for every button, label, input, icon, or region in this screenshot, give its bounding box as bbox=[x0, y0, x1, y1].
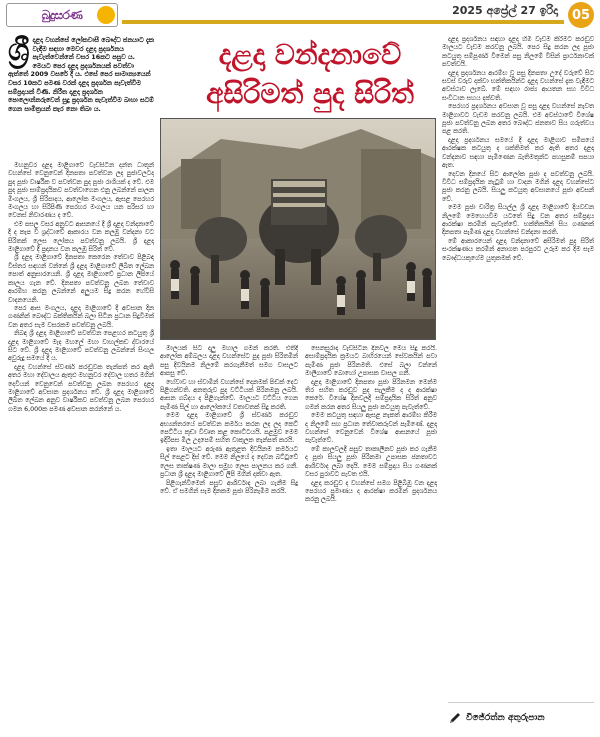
paragraph: එම පසල වසර අනුවට ආසනයේ දී ශ්‍රී දළදා වන්දනාවේ දී ද කැප වී ශ්‍රද්ධාවේ ආකාරය වන කලඹු වන්දනා වට සිරිතක් ලෙස ලෝකය පවත්වනු ලබයි. ශ්‍රී දළදා මාළිගාවේ දී ප්‍රදානය වන කලඹු සිරිත් වේ. bbox=[8, 220, 154, 254]
article-column-2 bbox=[160, 345, 298, 732]
article-headline bbox=[160, 36, 460, 114]
paragraph: පිළිගැන්වීමෙන් පසුව ආශිර්වාද ලබා ගැනීම සිදු වේ. ඒ සමගින් සැම දිනකම පූජා පිරිනැමීම කරයි. bbox=[160, 479, 298, 495]
paragraph: පෙරහර ප්‍රදර්ශනය අවසාන වූ පසු දළදා වහන්සේ නැවත මාළිගාවට වැඩම කරවනු ලබයි. එම අවස්ථාවේ විශේෂ පූජා පවත්වනු ලබන අතර බෞද්ධ ජනතාව සිය ගරුත්වය පළ කරති. bbox=[442, 103, 594, 136]
paragraph: පෙර ආස මංගලය, දළදා මාළිගාවේ දී අවසාන දින ගණනින් බෞද්ධ බක්තිකයින් බලා සිටින ප්‍රධාන සිදුවීමක් වන අතර සැම වසරකම පවත්වනු ලබයි. bbox=[8, 304, 154, 329]
paragraph: දළදා ප්‍රදර්ශනය ආරම්භ වූ පසු දිනපතා උදේ වරුවේ සිට සවස් වරුව දක්වා භක්තිකයින්ට දළදා වහන්සේ දැක වැඳීමට අවස්ථාව ලැබේ. මේ සඳහා රාජ්‍ය ආයතන සහ විවිධ සංවිධාන සහය දක්වති. bbox=[442, 69, 594, 102]
paragraph: මෙම පූජා චාරිත්‍ර සියල්ල ශ්‍රී දළදා මාළිගාවේ දියවඩන නිලමේ මෙහෙයවීම යටතේ සිදු වන අතර සම්ප්‍රදාය ආරක්ෂා කරමින් පැවැත්වේ. භක්තිකයින් සිය ගණනක් දිනපතා පැමිණ දළදා වහන්සේ වන්දනා කරති. bbox=[442, 204, 594, 237]
author-byline bbox=[448, 702, 594, 732]
paragraph: ඉතා මාලයට අරුණ ඇතුළත දිවයිනම කර්මයට සිල් පෙළට දිස් වේ. මෙම නිලයේ ද දෙවන බට්ටුවේ ලෙස තාක්ෂණ මාලා සමුහ ලෙස පාලනය කර ගනී. ප්‍රධාන ශ්‍රී දළදා මාළිගාවේ ලිපි මගින් දක්වා ඇත. bbox=[160, 445, 298, 479]
paragraph: දළදා ප්‍රදර්ශනය සඳහා දළදා හිමි වැඩම කිරීමට කරඬුව මාලයට වැඩම කරවනු ලබයි. පෙර සිදු කරන ලද පූජා කටයුතු සම්පූර්ණ වීමෙන් පසු නිලමේ විසින් ප්‍රාර්ථනාවක් පවත්වයි. bbox=[442, 36, 594, 69]
paragraph: මෙම දළදා මාළිගාවේ ශ්‍රී ස්වර්ණ කරඬුව අභ්‍යන්තරයේ පවත්වන කර්මය කරන ලද ලද කෙට් පෙට්ටිය කුඩා විවෘත කළ කොට්ටයයි. පළමුව මෙම ඉදිරිපස මිල උදාපෙම් සහිත වාකුලක තැන්පත් කරයි. bbox=[160, 412, 298, 445]
paragraph: ශ්‍රී දළදා මාළිගාවේ දිනපතා කෙරෙන තේවාව පිළිබඳ විස්තර සඳහන් වන්නේ ශ්‍රී දළදා මාළිගාවේ ලිඛිත ලේඛන පොත් අනුසාරයෙනි. ශ්‍රී දළදා මාළිගාවේ ප්‍රධාන ලිපියේ කාලය ගැන වේ. දිනපතා පවත්වනු ලබන තේවාව ආරම්භ කරනු ලබන්නේ අලුයම සිදු කරන හේවිසි වාදනයෙනි. bbox=[8, 254, 154, 304]
masthead-logo bbox=[6, 3, 118, 27]
procession-photo bbox=[160, 118, 436, 340]
intro-text: දළදා වහන්සේ ලෝකවාසී බෞද්ධ ජනයාට දැක වැඳීම සඳහා මෙවර දළදා ප්‍රදර්ශනය පැවැත්වෙන්නේ වසර 16කට පසුව ය. මෙයට පෙර දළදා ප්‍රදර්ශනයක් පවත්වා ඇත්තේ 2009 වසරේ දී ය. එසේ පෙර සාමාන්‍යයෙන් වසර 10කට පමණ වරක් දළදා ප්‍රදර්ශන පැවැත්වීම සම්ප්‍රදායක් විණි. නිරීත දළදා ප්‍රදර්ශන පොලොන්නරුවෙන් සුදු ප්‍රදර්ශන පැවැත්වීම බාහා සටම් ගෙන සාමිත්‍රයන් කැර නො තිබා ය. bbox=[8, 36, 154, 113]
paragraph: මාලයක් සිට දලු මහාල ගමන් කරති. එතිදී ආලෝක අම්බලය දළදා වහන්සේට පුද පූජා සිරිතමින් පසු දිවයිනම නිලමේ කරගැනීමත් සමග වාසලට ආපසු වේ. bbox=[160, 345, 298, 378]
author-name: විජේරත්න අතුරුපාන bbox=[466, 712, 545, 723]
paragraph: දළදා මාළිගාවේ දිනපතා පූජා පිරිනමන මෙන්ම තිර සහිත කරඬුව පුද සැලකීම ද ද ආරක්ෂා කෙරේ. විශේෂ දිනවලදී සම්ප්‍රදායික සිරිත් අනුව ගමන් කරන අතර සියලු පූජා කටයුතු පැවැත්වේ. bbox=[305, 378, 437, 411]
paragraph: මේ ආකාරයෙන් දළදා වන්දනාවේ අසිරිමත් පුද සිරිත් සංරක්ෂණය කරමින් අනාගත පරපුරට උරුම කර දීම සැම බෞද්ධයකුගේම යුතුකමක් වේ. bbox=[442, 237, 594, 262]
paragraph: සෙනසුරාදා වැඩසිටින දිනවල මෙය සිදු කරයි. අසාම්ප්‍රදායික ක්‍රමයට බාහිරයෙන් සේවකයින් පවා පැමිණ පූජා පිරිනමති. එසේ බලා වන්නේ මාලිගාවේ බොහෝ උපාසක වාසල ගනී. bbox=[305, 345, 437, 378]
paragraph: මෙම කටයුතු සඳහා ඇසළ නැකත් ආරම්භ කිරීම ද නිලමේ සහ ප්‍රධාන තේවාකරුවන් පැමිණේ. දළදා වහන්සේ වෙනුවෙන් විශේෂ ආසනයේ පූජා පැවැත්වේ. bbox=[305, 412, 437, 445]
headline-line-1: දළදා වන්දනාවේ bbox=[218, 38, 402, 71]
paragraph: මහනුවර දළදා මාළිගාවේ වැඩසිටින දන්ත ධාතූන් වහන්සේ වෙනුවෙන් දිනපතා පවත්වන ලද පුජාවලටද පුද පූජා වාර්ෂික ව පවත්වන පුද පූජා රාශියක් ද වේ. එම පුද පූජා සාම්ප්‍රදායිකව පවත්වාගෙන එනු ලබන්නේ පාලන මිංගලය, ශ්‍රී සිරිපාදය, ආලෝක මංගලය, ඇසළ පෙරහර මංගලය හා සිරිපිණි පෙරහර මංගලය යන පරිසර හා වෙනස් නිවාරණය ද වේ. bbox=[8, 162, 154, 220]
paragraph: මේ කාලවලදී පසුව තාකාලීනව පූජා කර ගැනීම ද පූජා සියලු පූජා පිරිනමා උපාසක ජනතාවට ආශිර්වාද ලබා දෙයි. මෙම සම්ප්‍රදාය සිය ගණනක් වසර පුරාවට පැවත එයි. bbox=[305, 445, 437, 479]
headline-line-2: අසිරිමත් පුද සිරිත් bbox=[206, 77, 414, 110]
article-column-3 bbox=[305, 345, 437, 732]
procession-photo-illustration bbox=[161, 119, 436, 340]
paragraph: හේවාව හා ස්වාමීන් වහන්සේ දෙනමක් පිඬක් දෙට පිළිගන්වති. අනතුරුව පුද වට්ටියක් පිරිනමනු ලබයි. ආසන ගබ්දය ද පිළිගැන්වේ. මාලයට වට්ටිය ගෙන පැමිණ සිල් හා ආලෝකයේ වතාවතක් සිදු කරති. bbox=[160, 378, 298, 411]
page-header bbox=[0, 0, 600, 30]
paragraph: දළදා වහන්සේ ස්වර්ණ කරඬුවක තැන්පත් කර ඇති අතර මහා දේවාලය ඇතුළු මහනුවර දේවාල හතර මගින් දෙවියන් වෙනුවෙන් පවත්වනු ලබන පෙරහර දළදා මාළිගාවේ අවසාන ප්‍රදර්ශනය වේ. ශ්‍රී දළදා මාළිගාවේ ලිඛිත ලේඛන අනුව වාර්ෂිකව පවත්වනු ලබන පෙරහර ගමන 6,000ක පමණ අවසාන කරන්නේ ය. bbox=[8, 363, 154, 413]
pen-icon bbox=[448, 711, 462, 725]
sun-icon bbox=[97, 6, 115, 24]
paragraph: දළදා ප්‍රදර්ශනය සමයේ දී දළදා මාළිගාව සමීපයේ ආරක්ෂක කටයුතු ද ශක්තිමත් කර ඇති අතර දළදා වන්දනාව සඳහා පැමිණෙන බැතිමතුන්ට පහසුකම් සපයා ඇත. bbox=[442, 136, 594, 170]
paragraph: දෙවන දිනයේ සිට ආලෝක පූජා ද පවත්වනු ලබයි. විවිධ සම්ප්‍රදායික නැටුම් හා වාදන මගින් දළදා වහන්සේට පූජා කරනු ලබයි. සියලු කටයුතු අවසානයේ පූජා අවසන් වේ. bbox=[442, 170, 594, 203]
paragraph: නිබඳ ශ්‍රී දළදා මාළිගාවේ පවත්වන පෙළහර කටයුතු ශ්‍රී දළදා මාළිගාවේ මැද මහලේ මහා වාහල්කඩ ද්වාරයේ සිට වේ. ශ්‍රී දළදා මාළිගාවේ පවත්වනු ලබන්නේ සිංහල අවුරුදු සමයේ දී ය. bbox=[8, 330, 154, 363]
header-rule bbox=[122, 20, 564, 24]
article-column-4 bbox=[442, 36, 594, 696]
article-intro bbox=[8, 33, 154, 113]
page-number-badge: 05 bbox=[568, 2, 594, 28]
logo-text: බුදුසරණ bbox=[41, 7, 83, 22]
article-column-1 bbox=[8, 162, 154, 732]
paragraph: දළදා කරඬුව ද වහන්සේ සමග පිළිබිඹු වන දළදා පෙරහර ප්‍රමාණය ද ආරක්ෂා කරමින් ප්‍රදර්ශනය කරනු ලබයි. bbox=[305, 479, 437, 504]
drop-cap: ශ්‍රී bbox=[8, 33, 30, 68]
issue-date: 2025 අප්‍රේල් 27 ඉරිදා bbox=[452, 4, 558, 17]
